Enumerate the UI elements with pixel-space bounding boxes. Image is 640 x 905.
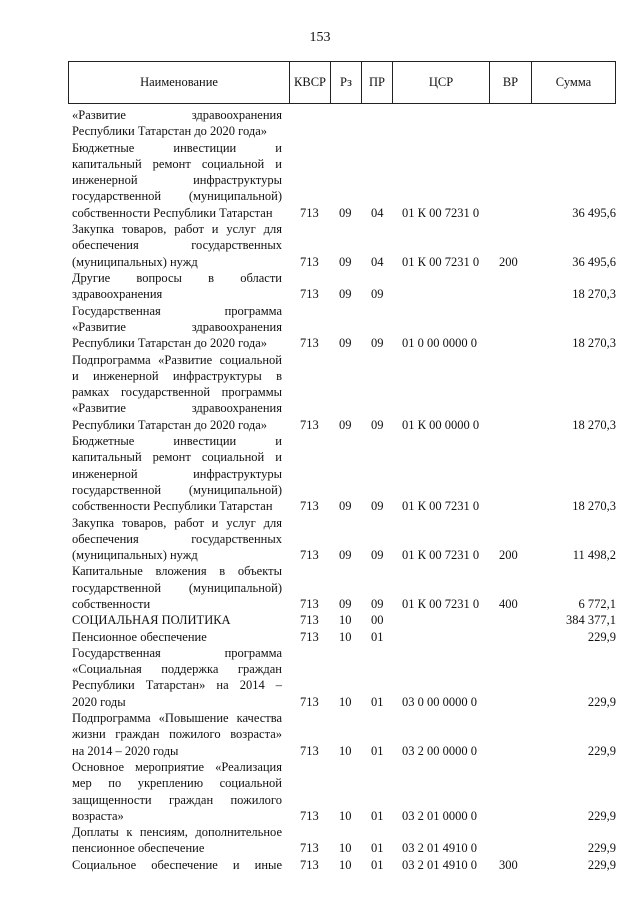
row-rz: 09	[339, 548, 352, 563]
row-name-line: здравоохранения	[72, 287, 163, 302]
row-csr: 03 2 01 4910 0	[402, 841, 477, 856]
table-row	[0, 824, 640, 857]
row-name	[72, 629, 282, 645]
row-name-line: возраста»	[72, 808, 124, 823]
row-name	[72, 710, 282, 759]
row-name-line: Республики Татарстан до 2020 года»	[72, 417, 268, 432]
row-name-line: собственности Республики Татарстан	[72, 205, 273, 220]
row-name	[72, 515, 282, 564]
row-sum: 11 498,2	[572, 548, 616, 563]
row-name	[72, 140, 282, 221]
row-name-line: государственной (муниципальной)	[72, 482, 282, 497]
row-csr: 01 К 00 7231 0	[402, 548, 480, 563]
row-kvsr: 713	[300, 596, 319, 611]
row-rz: 09	[339, 417, 352, 432]
row-name-line: жизни граждан пожилого возраста»	[72, 727, 282, 742]
row-sum: 229,9	[587, 694, 616, 709]
row-name-line: (муниципальных) нужд	[72, 548, 198, 563]
table-row	[0, 563, 640, 612]
row-kvsr: 713	[300, 613, 319, 628]
row-sum: 18 270,3	[572, 287, 616, 302]
header-rz-label: Рз	[340, 75, 352, 89]
row-name-line: «Социальная поддержка граждан	[72, 662, 282, 677]
row-name-line: мер по укреплению социальной	[72, 776, 282, 791]
header-kvsr	[289, 62, 330, 103]
row-name-line: инженерной инфраструктуры	[72, 173, 282, 188]
header-pr	[361, 62, 392, 103]
row-name-line: и инженерной инфраструктуры в	[72, 368, 282, 383]
row-sum: 36 495,6	[572, 205, 616, 220]
row-rz: 10	[339, 694, 352, 709]
row-name	[72, 563, 282, 612]
row-name-line: Республики Татарстан до 2020 года»	[72, 124, 268, 139]
row-name-line: Основное мероприятие «Реализация	[72, 760, 282, 774]
row-name-line: (муниципальных) нужд	[72, 254, 198, 269]
row-name-line: на 2014 – 2020 годы	[72, 743, 179, 758]
row-rz: 10	[339, 613, 352, 628]
table-row	[0, 759, 640, 824]
row-name-line: «Развитие здравоохранения	[72, 401, 282, 416]
row-name-line: собственности Республики Татарстан	[72, 499, 273, 514]
row-rz: 10	[339, 841, 352, 856]
row-name-line: Бюджетные инвестиции и	[72, 140, 282, 155]
row-rz: 09	[339, 499, 352, 514]
row-csr: 03 2 01 4910 0	[402, 857, 477, 872]
row-kvsr: 713	[300, 743, 319, 758]
table-row	[0, 515, 640, 564]
row-name-line: Государственная программа	[72, 645, 282, 660]
row-pr: 09	[371, 336, 384, 351]
row-csr: 03 0 00 0000 0	[402, 694, 477, 709]
row-name-line: Бюджетные инвестиции и	[72, 434, 282, 448]
header-sum-label: Сумма	[555, 75, 592, 89]
row-rz: 09	[339, 287, 352, 302]
row-pr: 01	[371, 841, 384, 856]
header-rz	[330, 62, 361, 103]
row-name-line: капитальный ремонт социальной и	[72, 156, 282, 171]
row-sum: 229,9	[587, 841, 616, 856]
row-name-line: Государственная программа	[72, 303, 282, 318]
table-row	[0, 629, 640, 645]
row-name-line: 2020 годы	[72, 694, 126, 709]
row-pr: 01	[371, 808, 384, 823]
table-row	[0, 433, 640, 515]
row-sum: 18 270,3	[572, 417, 616, 432]
row-csr: 01 К 00 7231 0	[402, 205, 480, 220]
row-name	[72, 107, 282, 140]
row-name	[72, 221, 282, 270]
row-pr: 04	[371, 205, 384, 220]
row-pr: 01	[371, 743, 384, 758]
row-sum: 229,9	[587, 808, 616, 823]
row-name-line: защищенности граждан пожилого	[72, 792, 282, 807]
row-kvsr: 713	[300, 336, 319, 351]
table-row	[0, 140, 640, 222]
header-csr-label: ЦСР	[428, 75, 454, 89]
row-rz: 09	[339, 254, 352, 269]
row-kvsr: 713	[300, 205, 319, 220]
row-kvsr: 713	[300, 841, 319, 856]
table-header	[68, 61, 616, 104]
row-name-line: обеспечения государственных	[72, 531, 282, 546]
row-vr: 200	[499, 548, 518, 563]
row-sum: 384 377,1	[566, 613, 616, 628]
row-name-line: Закупка товаров, работ и услуг для	[72, 515, 282, 530]
row-name	[72, 352, 282, 433]
row-name-line: «Развитие здравоохранения	[72, 319, 282, 334]
row-kvsr: 713	[300, 694, 319, 709]
row-name-line: Подпрограмма «Повышение качества	[72, 711, 282, 726]
row-name-line: «Развитие здравоохранения	[72, 108, 282, 122]
row-name	[72, 270, 282, 303]
row-csr: 01 К 00 7231 0	[402, 254, 480, 269]
header-vr	[489, 62, 531, 103]
row-pr: 00	[371, 613, 384, 628]
row-kvsr: 713	[300, 287, 319, 302]
page-number: 153	[309, 30, 331, 45]
row-sum: 6 772,1	[578, 596, 616, 611]
row-sum: 229,9	[587, 743, 616, 758]
row-vr: 300	[499, 857, 518, 872]
table-row	[0, 221, 640, 270]
row-name-line: Социальное обеспечение и иные	[72, 857, 282, 872]
row-vr: 200	[499, 254, 518, 269]
row-rz: 09	[339, 596, 352, 611]
header-pr-label: ПР	[369, 75, 385, 89]
row-kvsr: 713	[300, 548, 319, 563]
table-row	[0, 352, 640, 434]
row-pr: 01	[371, 694, 384, 709]
row-pr: 04	[371, 254, 384, 269]
row-name-line: капитальный ремонт социальной и	[72, 450, 282, 465]
row-kvsr: 713	[300, 808, 319, 823]
row-kvsr: 713	[300, 417, 319, 432]
row-kvsr: 713	[300, 629, 319, 644]
row-vr: 400	[499, 596, 518, 611]
row-name	[72, 824, 282, 857]
row-sum: 36 495,6	[572, 254, 616, 269]
row-name	[72, 612, 282, 628]
header-vr-label: ВР	[502, 75, 519, 89]
row-kvsr: 713	[300, 254, 319, 269]
row-name	[72, 759, 282, 824]
row-name	[72, 857, 282, 873]
row-rz: 09	[339, 205, 352, 220]
table-row	[0, 645, 640, 710]
row-pr: 09	[371, 287, 384, 302]
row-name-line: Подпрограмма «Развитие социальной	[72, 352, 282, 367]
row-name-line: Пенсионное обеспечение	[72, 629, 207, 644]
row-csr: 03 2 01 0000 0	[402, 808, 477, 823]
table-row	[0, 857, 640, 873]
row-pr: 09	[371, 417, 384, 432]
table-row	[0, 612, 640, 628]
row-name	[72, 303, 282, 352]
row-name-line: государственной (муниципальной)	[72, 580, 282, 595]
row-csr: 01 К 00 7231 0	[402, 499, 480, 514]
row-name-line: инженерной инфраструктуры	[72, 466, 282, 481]
table-row	[0, 303, 640, 352]
row-rz: 10	[339, 857, 352, 872]
header-sum	[531, 62, 615, 103]
header-csr	[392, 62, 489, 103]
table-row	[0, 107, 640, 140]
row-pr: 09	[371, 548, 384, 563]
row-pr: 09	[371, 499, 384, 514]
row-pr: 09	[371, 596, 384, 611]
row-name-line: собственности	[72, 596, 151, 611]
row-name-line: рамках государственной программы	[72, 385, 282, 400]
row-csr: 01 К 00 7231 0	[402, 596, 480, 611]
row-csr: 01 К 00 0000 0	[402, 417, 480, 432]
row-name-line: государственной (муниципальной)	[72, 189, 282, 204]
row-rz: 10	[339, 808, 352, 823]
row-name	[72, 433, 282, 514]
header-kvsr-label: КВСР	[294, 75, 326, 89]
header-name	[69, 62, 289, 103]
table-row	[0, 710, 640, 759]
row-sum: 18 270,3	[572, 336, 616, 351]
row-rz: 10	[339, 629, 352, 644]
row-name-line: Другие вопросы в области	[72, 271, 282, 285]
row-name-line: пенсионное обеспечение	[72, 841, 205, 856]
row-csr: 01 0 00 0000 0	[402, 336, 477, 351]
table-row	[0, 270, 640, 303]
row-name-line: СОЦИАЛЬНАЯ ПОЛИТИКА	[72, 613, 231, 628]
row-name-line: Капитальные вложения в объекты	[72, 564, 282, 579]
header-name-label: Наименование	[140, 75, 218, 89]
row-name-line: обеспечения государственных	[72, 238, 282, 253]
row-csr: 03 2 00 0000 0	[402, 743, 477, 758]
row-sum: 229,9	[587, 629, 616, 644]
row-pr: 01	[371, 629, 384, 644]
row-rz: 09	[339, 336, 352, 351]
row-name	[72, 645, 282, 710]
row-name-line: Республики Татарстан» на 2014 –	[72, 678, 282, 693]
row-name-line: Доплаты к пенсиям, дополнительное	[72, 825, 282, 840]
row-pr: 01	[371, 857, 384, 872]
row-kvsr: 713	[300, 499, 319, 514]
row-name-line: Республики Татарстан до 2020 года»	[72, 336, 268, 351]
row-rz: 10	[339, 743, 352, 758]
row-sum: 229,9	[587, 857, 616, 872]
row-sum: 18 270,3	[572, 499, 616, 514]
row-kvsr: 713	[300, 857, 319, 872]
row-name-line: Закупка товаров, работ и услуг для	[72, 222, 282, 237]
